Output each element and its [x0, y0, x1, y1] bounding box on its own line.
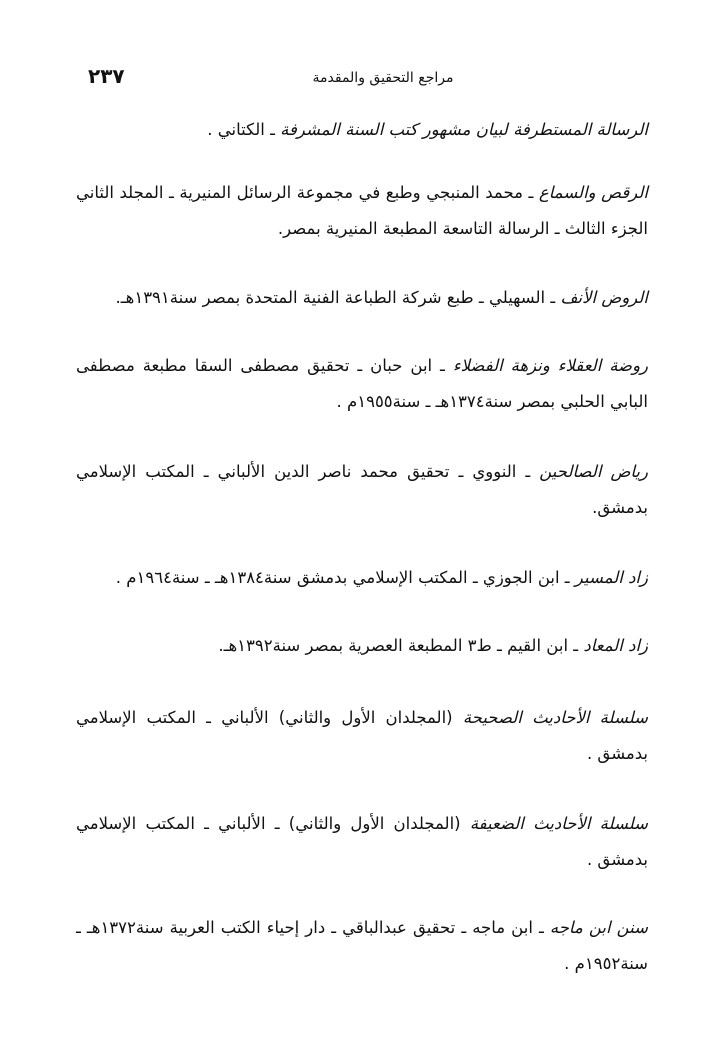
entry-title: الرسالة المستطرفة لبيان مشهور كتب السنة المشرفة [280, 120, 648, 139]
entry-details: ـ ابن القيم ـ ط٣ المطبعة العصرية بمصر سنة١٣٩٢هـ. [218, 636, 584, 655]
entry-details: ـ السهيلي ـ طبع شركة الطباعة الفنية المتحدة بمصر سنة١٣٩١هـ. [115, 288, 561, 307]
entry-title: رياض الصالحين [539, 462, 648, 481]
bibliography-entry [76, 454, 648, 526]
entry-title: روضة العقلاء ونزهة الفضلاء [452, 356, 649, 375]
bibliography-entry [76, 280, 648, 316]
bibliography-entry [76, 175, 648, 247]
bibliography-entry [76, 700, 648, 772]
bibliography-entry [76, 806, 648, 878]
entry-details: ـ محمد المنبجي وطبع في مجموعة الرسائل المنيرية ـ المجلد الثاني الجزء الثالث ـ الرسالة التاسعة المطبعة المنيرية بمصر. [76, 183, 648, 238]
entry-title: سلسلة الأحاديث الصحيحة [462, 708, 648, 727]
entry-title: زاد المسير [574, 568, 648, 587]
entry-details: (المجلدان الأول والثاني) الألباني ـ المكتب الإسلامي بدمشق . [76, 708, 648, 763]
running-title: مراجع التحقيق والمقدمة [312, 70, 454, 86]
bibliography-entry [76, 560, 648, 596]
entry-title: الروض الأنف [560, 288, 648, 307]
bibliography-entry [76, 348, 648, 420]
entry-title: سنن ابن ماجه [549, 918, 648, 937]
entry-details: ـ النووي ـ تحقيق محمد ناصر الدين الألباني ـ المكتب الإسلامي بدمشق. [76, 462, 648, 517]
entry-details: ـ ابن الجوزي ـ المكتب الإسلامي بدمشق سنة١٣٨٤هـ ـ سنة١٩٦٤م . [115, 568, 575, 587]
entry-details: ـ ابن ماجه ـ تحقيق عبدالباقي ـ دار إحياء الكتب العربية سنة١٣٧٢هـ ـ سنة١٩٥٢م . [76, 918, 648, 973]
entry-details: (المجلدان الأول والثاني) ـ الألباني ـ المكتب الإسلامي بدمشق . [76, 814, 648, 869]
page-number: ٢٣٧ [88, 64, 125, 88]
bibliography-entry [76, 112, 648, 148]
entry-details: ـ الكتاني . [207, 120, 281, 139]
entry-title: سلسلة الأحاديث الضعيفة [469, 814, 648, 833]
bibliography-entry [76, 910, 648, 982]
page-header [88, 64, 648, 94]
entry-details: ـ ابن حبان ـ تحقيق مصطفى السقا مطبعة مصطفى البابي الحلبي بمصر سنة١٣٧٤هـ ـ سنة١٩٥٥م . [76, 356, 648, 411]
entry-title: الرقص والسماع [538, 183, 648, 202]
entry-title: زاد المعاد [583, 636, 648, 655]
bibliography-entry [76, 628, 648, 664]
